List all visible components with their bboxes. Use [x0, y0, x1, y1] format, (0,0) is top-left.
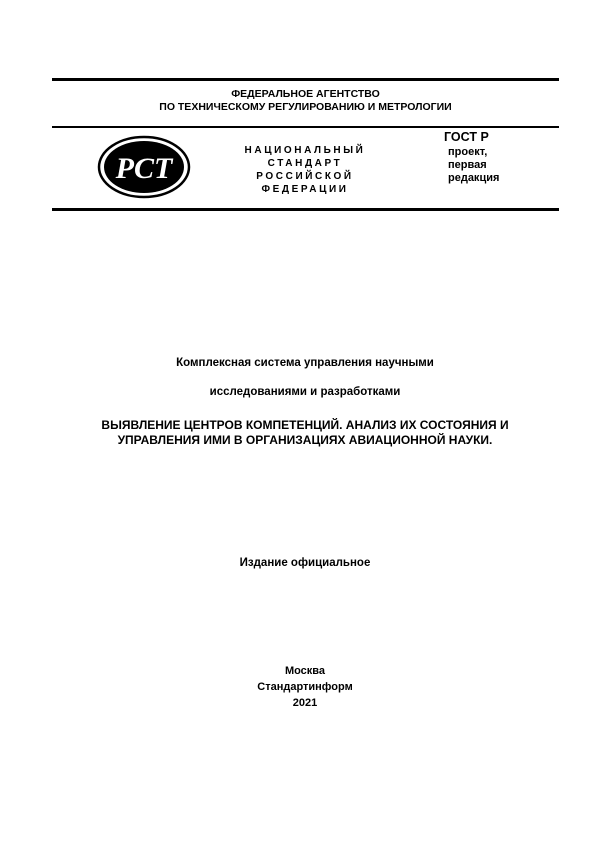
document-title-line-1: ВЫЯВЛЕНИЕ ЦЕНТРОВ КОМПЕТЕНЦИЙ. АНАЛИЗ ИХ СОСТОЯНИЯ И — [101, 418, 509, 432]
header-rule — [52, 126, 559, 128]
gost-status-line-3: редакция — [448, 172, 500, 184]
svg-text:РСТ: РСТ — [115, 152, 173, 185]
gost-r-logo — [97, 135, 191, 199]
national-standard-line-1: НАЦИОНАЛЬНЫЙ — [244, 145, 366, 156]
gost-status-line-2: первая — [448, 159, 487, 171]
bottom-header-rule — [52, 208, 559, 211]
system-title-line-1: Комплексная система управления научными — [176, 357, 434, 369]
publication-year: 2021 — [292, 697, 318, 709]
top-rule — [52, 78, 559, 81]
national-standard-label — [215, 144, 395, 196]
system-title-line-2: исследованиями и разработками — [209, 386, 401, 398]
agency-line-2: ПО ТЕХНИЧЕСКОМУ РЕГУЛИРОВАНИЮ И МЕТРОЛОГИИ — [159, 101, 452, 113]
gost-designation — [444, 131, 499, 185]
document-title-line-2: УПРАВЛЕНИЯ ИМИ В ОРГАНИЗАЦИЯХ АВИАЦИОННОЙ НАУКИ. — [117, 433, 493, 447]
publisher-name: Стандартинформ — [257, 681, 353, 693]
national-standard-line-4: ФЕДЕРАЦИИ — [261, 184, 349, 195]
agency-header — [52, 88, 559, 114]
publisher-city: Москва — [284, 665, 326, 677]
gost-code: ГОСТ Р — [444, 130, 489, 144]
agency-line-1: ФЕДЕРАЛЬНОЕ АГЕНТСТВО — [231, 88, 380, 100]
gost-status-line-1: проект, — [448, 146, 488, 158]
publisher-block — [40, 663, 570, 711]
national-standard-line-2: СТАНДАРТ — [267, 158, 343, 169]
edition-label: Издание официальное — [239, 557, 371, 569]
document-title — [40, 418, 570, 448]
national-standard-line-3: РОССИЙСКОЙ — [256, 171, 354, 182]
